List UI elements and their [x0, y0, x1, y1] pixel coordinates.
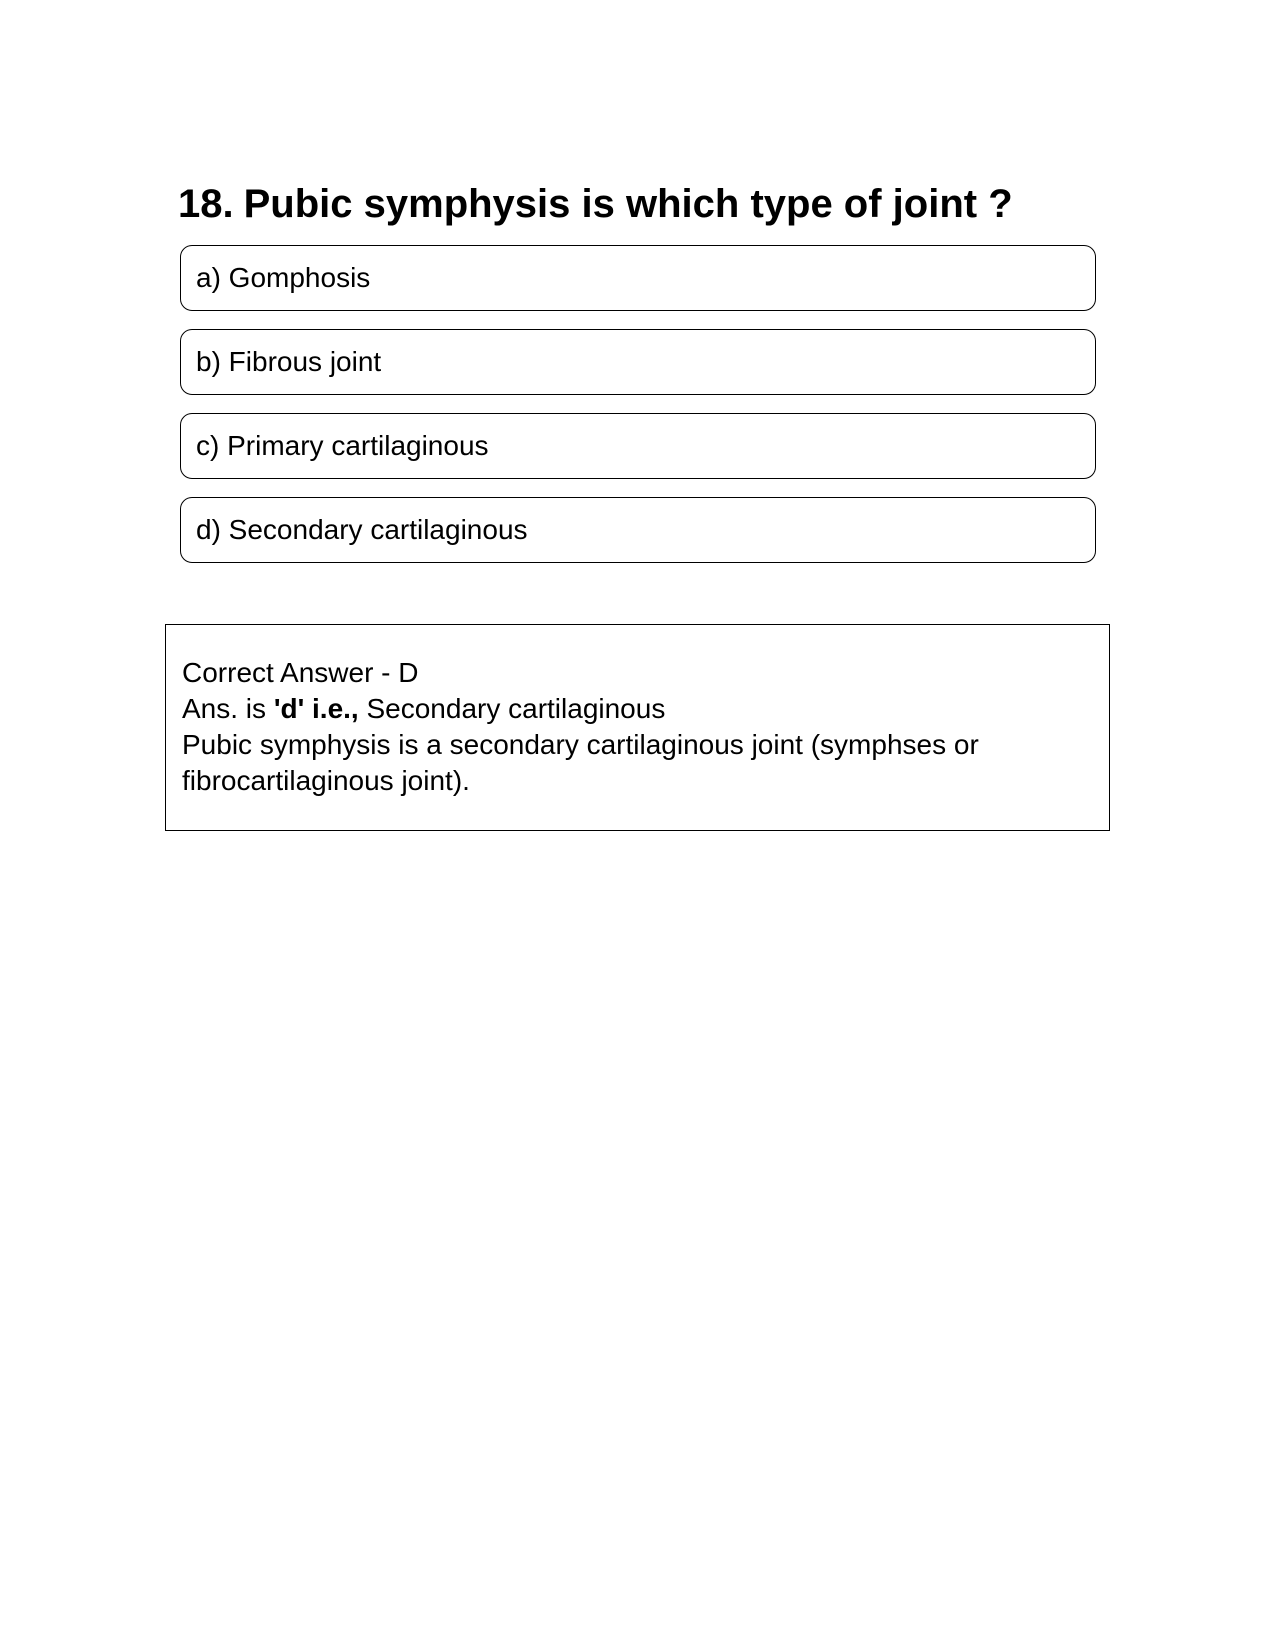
option-d[interactable]: d) Secondary cartilaginous [180, 497, 1096, 563]
answer-statement [182, 691, 1093, 727]
answer-box [165, 624, 1110, 831]
answer-suffix: Secondary cartilaginous [358, 693, 666, 724]
answer-key: 'd' i.e., [273, 693, 359, 724]
correct-answer-line: Correct Answer - D [182, 657, 419, 688]
option-a[interactable]: a) Gomphosis [180, 245, 1096, 311]
option-c[interactable]: c) Primary cartilaginous [180, 413, 1096, 479]
option-b[interactable]: b) Fibrous joint [180, 329, 1096, 395]
question-heading [178, 178, 1098, 230]
answer-explanation: Pubic symphysis is a secondary cartilaginous joint (symphses or fibrocartilaginous joint). [182, 729, 979, 796]
answer-prefix: Ans. is [182, 693, 274, 724]
question-number: 18. [178, 182, 234, 226]
question-text: Pubic symphysis is which type of joint ? [243, 182, 1013, 226]
